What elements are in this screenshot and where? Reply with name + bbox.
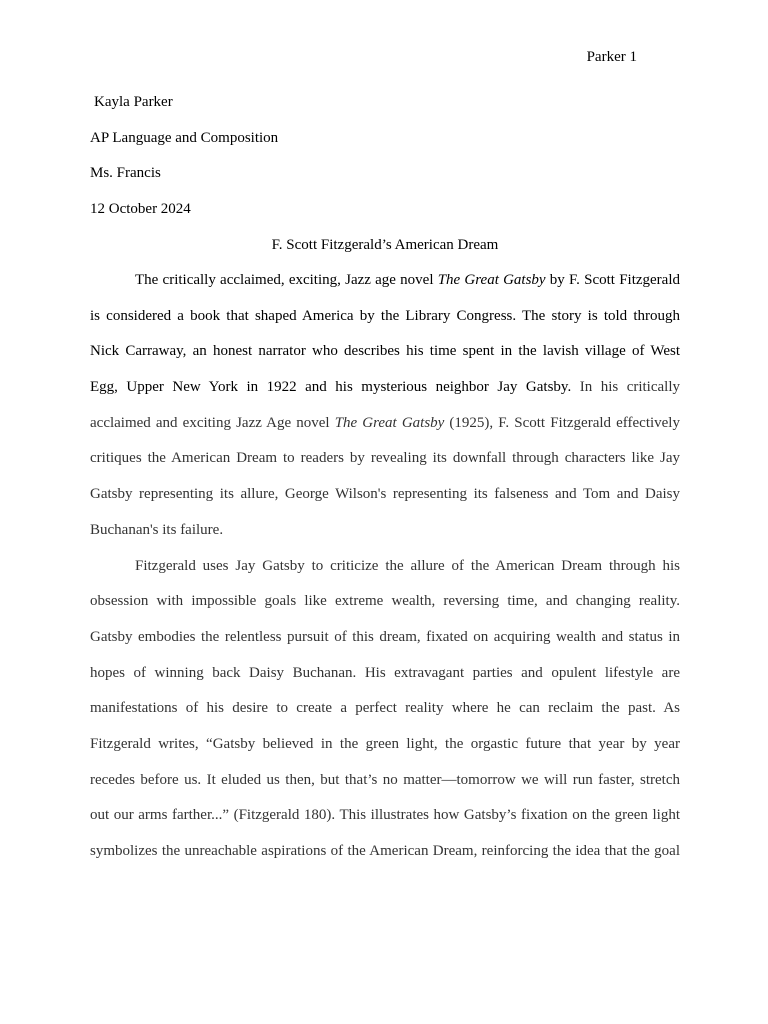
paragraph-line: Gatsby representing its allure, George Wilson's representing its falseness and Tom and Daisy [90, 486, 680, 503]
paragraph-line [90, 377, 680, 413]
essay-body [90, 270, 680, 877]
paragraph-line: obsession with impossible goals like extreme wealth, reversing time, and changing reality. [90, 593, 680, 610]
student-name: Kayla Parker [94, 94, 173, 110]
text-run: (1925), F. Scott Fitzgerald effectively [444, 414, 680, 431]
essay-title: F. Scott Fitzgerald’s American Dream [271, 236, 499, 253]
paragraph-line: Buchanan's its failure. [90, 521, 224, 538]
paragraph-line: Nick Carraway, an honest narrator who describes his time spent in the lavish village of West [90, 343, 680, 360]
paragraph-line: Fitzgerald writes, “Gatsby believed in the green light, the orgastic future that year by year [90, 735, 680, 752]
book-title: The Great Gatsby [437, 272, 546, 288]
paragraph-line: Fitzgerald uses Jay Gatsby to criticize the allure of the American Dream through his [135, 557, 680, 574]
text-run: In his critically [571, 379, 680, 396]
paragraph-line: Gatsby embodies the relentless pursuit of this dream, fixated on acquiring wealth and status in [90, 628, 680, 645]
course-name: AP Language and Composition [90, 129, 279, 146]
paragraph-line: symbolizes the unreachable aspirations of the American Dream, reinforcing the idea that the goal [90, 843, 680, 859]
paragraph-2 [90, 556, 680, 877]
text-run: acclaimed and exciting Jazz Age novel [90, 414, 335, 431]
book-title: The Great Gatsby [334, 414, 445, 431]
paragraph-1 [90, 270, 680, 556]
paragraph-line: hopes of winning back Daisy Buchanan. His extravagant parties and opulent lifestyle are [90, 664, 680, 681]
mla-heading [90, 92, 680, 270]
essay-date: 12 October 2024 [90, 201, 191, 218]
paragraph-line: critiques the American Dream to readers by revealing its downfall through characters like Jay [90, 450, 680, 467]
text-run: by F. Scott Fitzgerald [545, 272, 681, 288]
paragraph-line [90, 413, 680, 449]
paragraph-line: manifestations of his desire to create a perfect reality where he can reclaim the past. As [90, 700, 680, 717]
paragraph-line: out our arms farther...” (Fitzgerald 180). This illustrates how Gatsby’s fixation on the green light [90, 807, 680, 824]
text-run: Egg, Upper New York in 1922 and his mysterious neighbor Jay Gatsby. [90, 379, 572, 396]
paragraph-line: recedes before us. It eluded us then, but that’s no matter—tomorrow we will run faster, stretch [90, 771, 680, 788]
teacher-name: Ms. Francis [90, 165, 161, 182]
text-run: The critically acclaimed, exciting, Jazz age novel [135, 272, 438, 288]
paragraph-line [90, 270, 680, 306]
paragraph-line: is considered a book that shaped America by the Library Congress. The story is told through [90, 307, 680, 324]
running-header: Parker 1 [586, 49, 637, 65]
